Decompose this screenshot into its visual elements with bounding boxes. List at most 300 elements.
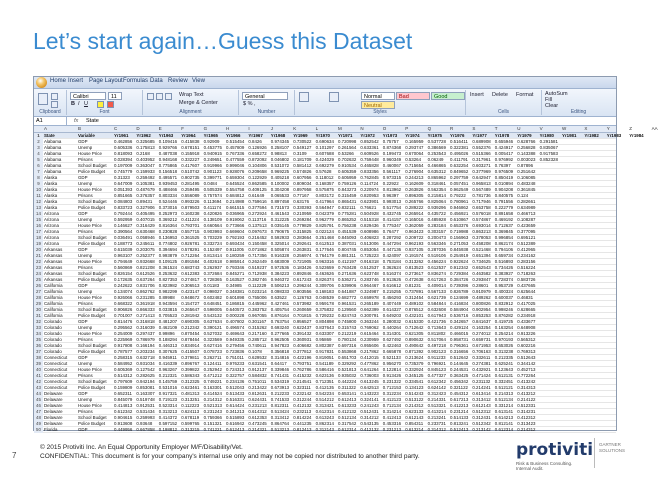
cell[interactable]: Delaware: [44, 391, 63, 396]
cell[interactable]: 0.423147: [181, 289, 200, 294]
cell[interactable]: GDP: [78, 175, 88, 180]
cell[interactable]: 0.612383: [181, 271, 200, 276]
cell[interactable]: 0.432921: [472, 367, 491, 372]
cell[interactable]: 0.832111: [338, 205, 356, 210]
cell[interactable]: 0.513213: [270, 427, 290, 432]
cell[interactable]: 0.312244: [293, 397, 312, 402]
cell[interactable]: 0.608986: [360, 229, 379, 234]
cell[interactable]: 0.114724: [360, 181, 379, 186]
cell[interactable]: Connecticut: [44, 355, 68, 360]
cell[interactable]: 0.574826: [293, 169, 312, 174]
row-number[interactable]: 35: [34, 337, 43, 343]
cell[interactable]: 0.613141: [494, 409, 514, 414]
cell[interactable]: Delaware: [44, 403, 63, 408]
cell[interactable]: 0.412965: [517, 247, 536, 252]
row-number[interactable]: 23: [34, 265, 43, 271]
cell[interactable]: 0.953729: [494, 283, 514, 288]
cell[interactable]: 0.706163: [472, 349, 491, 354]
cell[interactable]: 0.471212: [203, 373, 222, 378]
cell[interactable]: 0.314816: [270, 355, 290, 360]
cell[interactable]: 0.203234: [136, 349, 155, 354]
cell[interactable]: 0.845079: [114, 397, 133, 402]
cell[interactable]: 0.313423: [517, 421, 536, 426]
cell[interactable]: 0.797609: [114, 379, 133, 384]
cell[interactable]: 0.632254: [450, 163, 469, 168]
cell[interactable]: House Price: [78, 331, 102, 336]
cell[interactable]: 0.331214: [494, 403, 514, 408]
cell[interactable]: 0.563346: [427, 241, 446, 246]
cell[interactable]: 0.447294: [382, 241, 402, 246]
cell[interactable]: 0.854311: [405, 421, 424, 426]
cell[interactable]: 0.451539: [338, 229, 357, 234]
cell[interactable]: 0.539906: [338, 283, 357, 288]
cell[interactable]: 0.76621: [360, 205, 377, 210]
cell[interactable]: 0.621305: [405, 331, 424, 336]
cell[interactable]: 0.281942: [181, 313, 200, 318]
cell[interactable]: 0.974345: [270, 139, 290, 144]
cell[interactable]: 0.394694: [158, 247, 178, 252]
cell[interactable]: 0.0484: [203, 181, 218, 186]
cell[interactable]: 0.617263: [427, 277, 446, 282]
cell[interactable]: 0.790675: [270, 229, 290, 234]
cell[interactable]: 0.312454: [405, 295, 424, 300]
cell[interactable]: Prisons: [78, 373, 93, 378]
cell[interactable]: 0.917831: [315, 349, 334, 354]
cell[interactable]: 0.622437: [293, 325, 312, 330]
cell[interactable]: 0.683009: [270, 259, 290, 264]
cell[interactable]: 0.412132: [338, 409, 357, 414]
cell[interactable]: 0.472638: [405, 277, 424, 282]
cell[interactable]: 0.406823: [360, 235, 379, 240]
cell[interactable]: Yr1982: [584, 133, 599, 138]
cell[interactable]: 0.904208: [494, 187, 514, 192]
cell[interactable]: 0.537728: [427, 139, 446, 144]
cell[interactable]: 0.321122: [450, 385, 468, 390]
cell[interactable]: 0.796361: [450, 343, 469, 348]
cell[interactable]: Colorado: [44, 343, 62, 348]
cell[interactable]: 0.865252: [338, 217, 357, 222]
cell[interactable]: 0.632608: [427, 307, 446, 312]
cell[interactable]: 0.775347: [382, 223, 402, 228]
cell[interactable]: 0.413214: [427, 409, 446, 414]
cell[interactable]: 0.693014: [472, 223, 491, 228]
cell[interactable]: 0.623901: [360, 199, 379, 204]
cell[interactable]: 0.231132: [472, 379, 491, 384]
cell[interactable]: 0.471424: [472, 373, 491, 378]
cell[interactable]: 0.937105: [405, 247, 424, 252]
cell[interactable]: 0.633361: [360, 145, 379, 150]
cell[interactable]: 0.106085: [517, 175, 536, 180]
cell[interactable]: 0.697316: [338, 343, 357, 348]
cell[interactable]: 0.913226: [517, 331, 536, 336]
cell[interactable]: 0.440264: [382, 325, 402, 330]
cell[interactable]: 0.216452: [248, 235, 267, 240]
cell[interactable]: 0.361845: [517, 187, 536, 192]
cell[interactable]: 0.902954: [472, 307, 491, 312]
cell[interactable]: 0.512331: [517, 403, 536, 408]
cell[interactable]: 0.058946: [136, 235, 155, 240]
cell[interactable]: Unemp: [78, 145, 93, 150]
cell[interactable]: 0.512134: [494, 397, 514, 402]
cell[interactable]: 0.177646: [315, 247, 334, 252]
cell[interactable]: 0.912531: [136, 403, 155, 408]
column-letter[interactable]: S: [472, 126, 476, 131]
cell[interactable]: 0.258315: [114, 355, 133, 360]
cell[interactable]: Connecticut: [44, 379, 68, 384]
cell[interactable]: 0.959178: [315, 301, 334, 306]
cell[interactable]: 0.244531: [450, 367, 469, 372]
cell[interactable]: 0.512642: [450, 355, 469, 360]
cell[interactable]: Arizona: [44, 223, 59, 228]
align-bottom-icon[interactable]: [165, 93, 172, 100]
cell[interactable]: 0.163254: [494, 325, 514, 330]
cell[interactable]: 0.95869: [315, 337, 332, 342]
cell[interactable]: 0.89988: [158, 295, 175, 300]
cell[interactable]: 0.612513: [315, 241, 334, 246]
cell[interactable]: House Price: [78, 259, 102, 264]
cell[interactable]: 0.876164: [270, 313, 290, 318]
cell[interactable]: 0.642513: [360, 385, 379, 390]
cell[interactable]: 0.146627: [114, 223, 133, 228]
cell[interactable]: 0.446313: [158, 343, 178, 348]
cell[interactable]: 0.315825: [293, 229, 312, 234]
cell[interactable]: 0.712153: [382, 385, 402, 390]
cell[interactable]: 0.307625: [158, 349, 178, 354]
cell[interactable]: 0.417607: [181, 163, 200, 168]
row-number[interactable]: 45: [34, 397, 43, 403]
column-letter[interactable]: E: [158, 126, 162, 131]
cell[interactable]: School Budget: [78, 199, 107, 204]
cell[interactable]: 0.214312: [517, 427, 536, 432]
cell[interactable]: 0.816364: [158, 223, 178, 228]
cell[interactable]: 0.360931: [293, 337, 312, 342]
cell[interactable]: 0.617943: [427, 313, 446, 318]
cell[interactable]: 0.456342: [450, 379, 469, 384]
cell[interactable]: 0.911233: [427, 355, 446, 360]
cell[interactable]: 0.621739: [427, 295, 446, 300]
cell[interactable]: 0.764179: [315, 253, 334, 258]
column-letter[interactable]: A: [44, 126, 48, 131]
cell[interactable]: 0.653026: [494, 343, 514, 348]
cell[interactable]: 0.641887: [338, 289, 357, 294]
cell[interactable]: 0.841637: [472, 319, 491, 324]
cell[interactable]: 0.028394: [114, 157, 133, 162]
paste-icon[interactable]: [38, 93, 48, 105]
cell[interactable]: 0.763754: [270, 319, 290, 324]
cell[interactable]: Arkansas: [44, 247, 63, 252]
cell[interactable]: 0.460067: [382, 163, 402, 168]
cell[interactable]: 0.417025: [517, 301, 536, 306]
cell[interactable]: 0.230828: [158, 229, 178, 234]
cell[interactable]: 0.422463: [382, 343, 402, 348]
cell[interactable]: 0.458208: [472, 241, 491, 246]
cell[interactable]: 0.265914: [405, 211, 424, 216]
cell[interactable]: 0.793701: [181, 223, 200, 228]
cell[interactable]: 0.151321: [203, 421, 222, 426]
cell[interactable]: 0.412132: [293, 403, 312, 408]
cell[interactable]: 0.99896: [158, 331, 175, 336]
cell[interactable]: 0.287036: [427, 247, 446, 252]
cell[interactable]: 0.163527: [226, 277, 245, 282]
row-number[interactable]: 40: [34, 367, 43, 373]
cell[interactable]: 0.051393: [114, 187, 133, 192]
cell[interactable]: House Price: [78, 295, 102, 300]
cell[interactable]: 0.862585: [248, 181, 267, 186]
cell[interactable]: 0.512342: [472, 421, 491, 426]
cell[interactable]: Yr1976: [450, 133, 465, 138]
cell[interactable]: 0.759448: [360, 157, 379, 162]
cell[interactable]: 0.955606: [360, 343, 379, 348]
cell[interactable]: Prisons: [78, 193, 93, 198]
cell[interactable]: 0.557715: [181, 229, 200, 234]
cell[interactable]: 0.567489: [472, 187, 491, 192]
cell[interactable]: 0.412123: [382, 397, 402, 402]
cell[interactable]: 0.419725: [494, 319, 514, 324]
cell[interactable]: 0.612314: [315, 409, 334, 414]
cell[interactable]: 0.283184: [427, 223, 446, 228]
cell[interactable]: 0.244213: [405, 175, 424, 180]
row-number[interactable]: 12: [34, 199, 43, 205]
cell[interactable]: 0.917583: [539, 151, 558, 156]
row-number[interactable]: 17: [34, 229, 43, 235]
cell[interactable]: 0.976233: [226, 361, 245, 366]
column-letter[interactable]: O: [382, 126, 387, 131]
autosum-button[interactable]: AutoSum: [545, 91, 568, 97]
cell[interactable]: 0.812141: [494, 421, 514, 426]
cell[interactable]: 0.818093: [114, 151, 133, 156]
cell[interactable]: 0.931034: [136, 361, 155, 366]
cell[interactable]: 0.512043: [226, 385, 245, 390]
row-number[interactable]: 47: [34, 409, 43, 415]
cell[interactable]: 0.033815: [158, 307, 178, 312]
cell[interactable]: 0.612342: [427, 379, 446, 384]
cell[interactable]: 0.634989: [517, 205, 536, 210]
cell[interactable]: 0.932668: [136, 259, 155, 264]
cell[interactable]: GDP: [78, 139, 88, 144]
cell[interactable]: 0.600037: [494, 295, 514, 300]
cell[interactable]: State: [44, 133, 55, 138]
cell[interactable]: 0.668322: [114, 301, 133, 306]
cell[interactable]: 0.813414: [203, 253, 222, 258]
cell[interactable]: 0.702632: [338, 157, 357, 162]
cell[interactable]: 0.721905: [293, 259, 312, 264]
cell[interactable]: 0.517754: [382, 205, 402, 210]
cell[interactable]: 0.897458: [270, 199, 290, 204]
cell[interactable]: 0.515454: [226, 139, 245, 144]
cell[interactable]: Police Budget: [78, 349, 106, 354]
cell[interactable]: 0.759366: [203, 415, 222, 420]
row-number[interactable]: 6: [34, 163, 43, 169]
align-top-icon[interactable]: [147, 93, 154, 100]
cell[interactable]: 0.481313: [181, 391, 200, 396]
row-number[interactable]: 39: [34, 361, 43, 367]
cell[interactable]: 0.495571: [158, 175, 178, 180]
cell[interactable]: 0.673913: [270, 385, 290, 390]
row-number[interactable]: 38: [34, 355, 43, 361]
cell[interactable]: 0.411791: [450, 157, 468, 162]
cell[interactable]: 0.793751: [293, 361, 312, 366]
row-number[interactable]: 18: [34, 235, 43, 241]
cell[interactable]: 0.411174: [203, 205, 222, 210]
cell[interactable]: 0.010894: [494, 181, 514, 186]
cell[interactable]: 0.377095: [517, 229, 536, 234]
cell[interactable]: 0.312143: [315, 427, 334, 432]
cell[interactable]: 0.232113: [293, 409, 312, 414]
cell[interactable]: Delaware: [44, 421, 63, 426]
cell[interactable]: 0.613243: [315, 415, 334, 420]
cell[interactable]: 0.429124: [450, 325, 469, 330]
cell[interactable]: House Price: [78, 403, 102, 408]
cell[interactable]: House Price: [78, 223, 102, 228]
bold-icon[interactable]: B: [71, 101, 75, 107]
cell[interactable]: 0.122929: [248, 175, 267, 180]
cell[interactable]: 0.212219: [338, 331, 357, 336]
row-number[interactable]: 20: [34, 247, 43, 253]
cell[interactable]: 0.253632: [158, 271, 178, 276]
cell[interactable]: 0.561117: [382, 169, 401, 174]
underline-icon[interactable]: U: [84, 101, 88, 107]
cell[interactable]: 0.613214: [405, 427, 424, 432]
cell[interactable]: 0.339846: [270, 367, 290, 372]
cell[interactable]: 0.627416: [203, 343, 222, 348]
cell[interactable]: 0.234918: [517, 313, 536, 318]
cell[interactable]: 0.191574: [405, 253, 424, 258]
cell[interactable]: 0.865962: [427, 175, 446, 180]
cell[interactable]: School Budget: [78, 163, 107, 168]
cell[interactable]: 0.584904: [450, 307, 469, 312]
cell[interactable]: 0.313412: [472, 397, 491, 402]
cell[interactable]: 0.412132: [360, 427, 379, 432]
cell[interactable]: 0.759616: [248, 199, 267, 204]
cell[interactable]: 0.477559: [226, 157, 245, 162]
cell[interactable]: 0.712134: [382, 403, 402, 408]
cell[interactable]: 0.214312: [405, 403, 424, 408]
cell[interactable]: 0.383927: [494, 271, 514, 276]
cell[interactable]: 0.96397: [382, 193, 399, 198]
cell[interactable]: 0.453775: [203, 145, 222, 150]
cell[interactable]: 0.222779: [494, 205, 514, 210]
cell[interactable]: 0.659304: [226, 175, 245, 180]
cell[interactable]: 0.652311: [114, 391, 132, 396]
fx-icon[interactable]: fx: [74, 118, 79, 124]
cell[interactable]: 0.465828: [360, 163, 379, 168]
cell[interactable]: 0.487038: [158, 151, 178, 156]
style-bad[interactable]: Bad: [396, 92, 430, 100]
cell[interactable]: 0.314231: [517, 409, 536, 414]
cell[interactable]: 0.512413: [450, 427, 469, 432]
cell[interactable]: 0.134123: [405, 385, 424, 390]
cell[interactable]: 0.689908: [472, 139, 491, 144]
cell[interactable]: 0.912342: [450, 265, 469, 270]
cell[interactable]: 0.723836: [226, 349, 245, 354]
cell[interactable]: 0.163301: [203, 385, 222, 390]
cell[interactable]: 0.612353: [248, 415, 267, 420]
cell[interactable]: 0.736003: [360, 373, 379, 378]
cell[interactable]: 0.188773: [114, 241, 133, 246]
cell[interactable]: 0.655946: [494, 139, 514, 144]
cell[interactable]: 0.023214: [248, 289, 267, 294]
cell[interactable]: 0.143388: [517, 151, 536, 156]
cell[interactable]: 0.536271: [338, 277, 357, 282]
cell[interactable]: Yr1984: [629, 133, 644, 138]
cell[interactable]: 0.651394: [472, 253, 491, 258]
cell[interactable]: 0.615464: [360, 331, 379, 336]
cell[interactable]: 0.541189: [315, 361, 334, 366]
cell[interactable]: 0.126926: [248, 145, 267, 150]
cell[interactable]: Alabama: [44, 157, 62, 162]
cell[interactable]: 0.804745: [338, 247, 357, 252]
row-number[interactable]: 43: [34, 385, 43, 391]
cell[interactable]: School Budget: [78, 415, 107, 420]
cell[interactable]: 0.851665: [114, 193, 133, 198]
cell[interactable]: 0.623136: [315, 373, 334, 378]
cell[interactable]: 0.057451: [450, 181, 469, 186]
cell[interactable]: 0.152497: [203, 247, 222, 252]
cell[interactable]: 0.823982: [158, 283, 178, 288]
column-letter[interactable]: H: [226, 126, 230, 131]
cell[interactable]: 0.232142: [293, 391, 312, 396]
cell[interactable]: Prisons: [78, 337, 93, 342]
cell[interactable]: 0.660564: [203, 223, 222, 228]
cell[interactable]: 0.233731: [427, 421, 446, 426]
cell[interactable]: GDP: [78, 427, 88, 432]
cell[interactable]: 0.477862: [360, 361, 379, 366]
cell[interactable]: 0.414524: [203, 391, 222, 396]
cell[interactable]: 0.876512: [405, 307, 424, 312]
cell[interactable]: 0.369212: [158, 217, 178, 222]
cell[interactable]: 0.76477: [382, 229, 399, 234]
cell[interactable]: 0.739396: [450, 283, 469, 288]
cell[interactable]: 0.960349: [382, 157, 402, 162]
cell[interactable]: 0.601898: [226, 295, 245, 300]
cell[interactable]: House Price: [78, 367, 102, 372]
cell[interactable]: 0.693240: [270, 325, 290, 330]
cell[interactable]: 0.214313: [494, 391, 514, 396]
cell[interactable]: 0.309706: [315, 283, 334, 288]
cell[interactable]: 0.256974: [293, 253, 312, 258]
cell[interactable]: 0.919062: [226, 217, 245, 222]
cell[interactable]: 0.976992: [494, 157, 514, 162]
cell[interactable]: 0.77167: [293, 193, 310, 198]
cell[interactable]: 0.614213: [494, 415, 514, 420]
cell[interactable]: 0.881311: [338, 253, 356, 258]
cell[interactable]: 0.506213: [270, 283, 290, 288]
cell[interactable]: 0.741431: [270, 373, 290, 378]
cell[interactable]: School Budget: [78, 307, 107, 312]
cell[interactable]: 0.283746: [360, 277, 379, 282]
cell[interactable]: 0.515893: [226, 415, 245, 420]
cell[interactable]: 0.896767: [181, 361, 200, 366]
cell[interactable]: 0.313251: [181, 397, 200, 402]
cell[interactable]: Delaware: [44, 415, 63, 420]
cell[interactable]: 0.825791: [315, 223, 334, 228]
cell[interactable]: 0.630468: [136, 229, 155, 234]
cell[interactable]: 0.318461: [427, 181, 446, 186]
cell[interactable]: 0.553868: [338, 349, 357, 354]
cell[interactable]: 0.399822: [181, 367, 200, 372]
cell[interactable]: 0.166194: [136, 343, 155, 348]
cell[interactable]: 0.603271: [472, 163, 491, 168]
cell[interactable]: 0.409125: [248, 187, 267, 192]
cell[interactable]: School Budget: [78, 235, 107, 240]
cell[interactable]: 0.631541: [248, 361, 267, 366]
row-number[interactable]: 26: [34, 283, 43, 289]
cell[interactable]: 0.786979: [136, 337, 155, 342]
cell[interactable]: 0.741221: [203, 427, 222, 432]
cell[interactable]: 0.212233: [270, 391, 290, 396]
cell[interactable]: Yr1965: [203, 133, 218, 138]
cell[interactable]: 0.648451: [203, 301, 222, 306]
